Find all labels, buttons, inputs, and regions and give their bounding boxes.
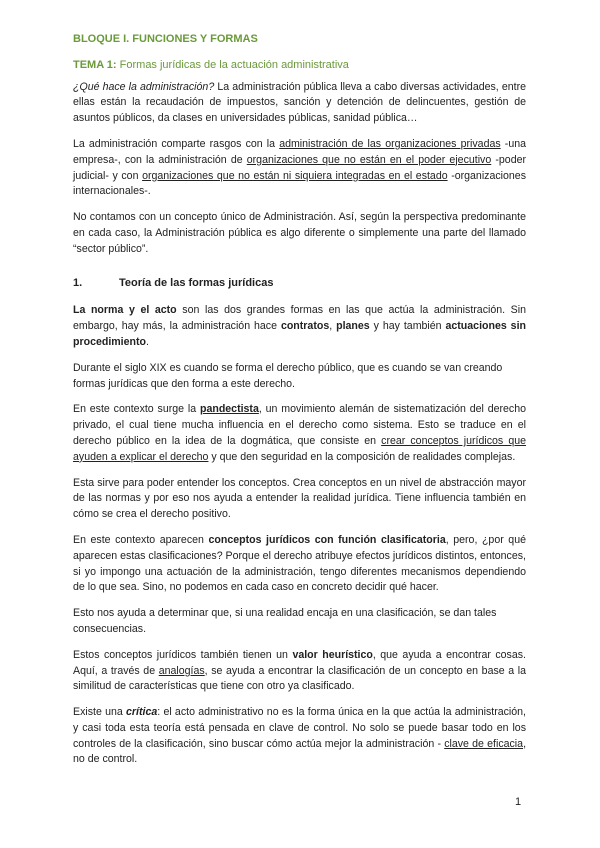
underlined-phrase: analogías	[158, 664, 205, 677]
section-heading	[73, 276, 526, 292]
section-paragraph-5: En este contexto aparecen conceptos jurídicos con función clasificatoria, pero, ¿por qué aparecen estas clasificaciones? Porque el derecho atribuye efectos jurídicos distintos, entonces, si yo impongo una actuación de la administración, tengo diferentes mecanismos dependiendo de lo que sea. Sino, no podemos en cada caso en concreto decidir qué hacer.	[73, 533, 526, 594]
block-heading: BLOQUE I. FUNCIONES Y FORMAS	[73, 33, 258, 45]
page-content	[73, 32, 526, 778]
underlined-phrase: crear conceptos jurídicos que ayuden a explicar el derecho	[73, 434, 526, 463]
section-paragraph-8: Existe una crítica: el acto administrativo no es la forma única en la que actúa la administración, y casi toda esta teoría está pensada en clave de control. No solo se puede basar todo en los controles de la clasificación, sino buscar cómo actúa mejor la administración - clave de eficacia, no de control.	[73, 706, 527, 766]
underlined-phrase: administración de las organizaciones privadas	[279, 137, 501, 150]
underlined-phrase: organizaciones que no están ni siquiera integradas en el estado	[142, 169, 448, 182]
intro-paragraph-3: No contamos con un concepto único de Administración. Así, según la perspectiva predominante en cada caso, la Administración pública es algo diferente o simplemente una parte del llamado “sector público”.	[73, 211, 526, 255]
page-number: 1	[515, 796, 522, 808]
section-paragraph-6: Esto nos ayuda a determinar que, si una realidad encaja en una clasificación, se dan tales consecuencias.	[73, 607, 497, 635]
section-paragraph-1: La norma y el acto son las dos grandes formas en las que actúa la administración. Sin embargo, hay más, la administración hace contratos, planes y hay también actuaciones sin procedimiento.	[73, 304, 526, 348]
intro-paragraph-2: La administración comparte rasgos con la administración de las organizaciones privadas -una empresa-, con la administración de organizaciones que no están en el poder ejecutivo -poder judicial- y con organizaciones que no están ni siquiera integradas en el estado -organizaciones internacionales-.	[73, 137, 527, 198]
underlined-phrase: organizaciones que no están en el poder ejecutivo	[246, 153, 492, 166]
topic-title: Formas jurídicas de la actuación administrativa	[119, 58, 349, 71]
topic-heading	[73, 58, 526, 74]
underlined-bold-term: pandectista	[199, 403, 259, 416]
section-paragraph-2: Durante el siglo XIX es cuando se forma el derecho público, que es cuando se van creando formas jurídicas que den forma a este derecho.	[73, 361, 503, 390]
intro-paragraph-1: ¿Qué hace la administración? La administración pública lleva a cabo diversas actividades, entre ellas están la recaudación de impuestos, sanción y detención de delincuentes, gestión de asuntos públicos, da clases en universidades públicas, sanidad pública…	[73, 80, 526, 125]
topic-label: TEMA 1:	[73, 58, 117, 71]
section-title: Teoría de las formas jurídicas	[119, 276, 274, 289]
section-number: 1.	[73, 276, 83, 289]
section-paragraph-7: Estos conceptos jurídicos también tienen un valor heurístico, que ayuda a encontrar cosas. Aquí, a través de analogías, se ayuda a encontrar la clasificación de un concepto en base a la similitud de características que tiene con otro ya clasificado.	[73, 648, 527, 693]
underlined-phrase: clave de eficacia	[444, 737, 524, 750]
intro-question: ¿Qué hace la administración?	[73, 80, 215, 93]
section-paragraph-3: En este contexto surge la pandectista, un movimiento alemán de sistematización del derecho privado, el cual tiene mucha influencia en el derecho como sistema. Esto se traduce en el derecho público en la idea de la dogmática, que consiste en crear conceptos jurídicos que ayuden a explicar el derecho y que den seguridad en la composición de realidades complejas.	[73, 403, 526, 463]
section-paragraph-4: Esta sirve para poder entender los conceptos. Crea conceptos en un nivel de abstracción mayor de las normas y por eso nos ayuda a entender la realidad jurídica. Tiene influencia también en cómo se crea el derecho positivo.	[73, 476, 526, 521]
